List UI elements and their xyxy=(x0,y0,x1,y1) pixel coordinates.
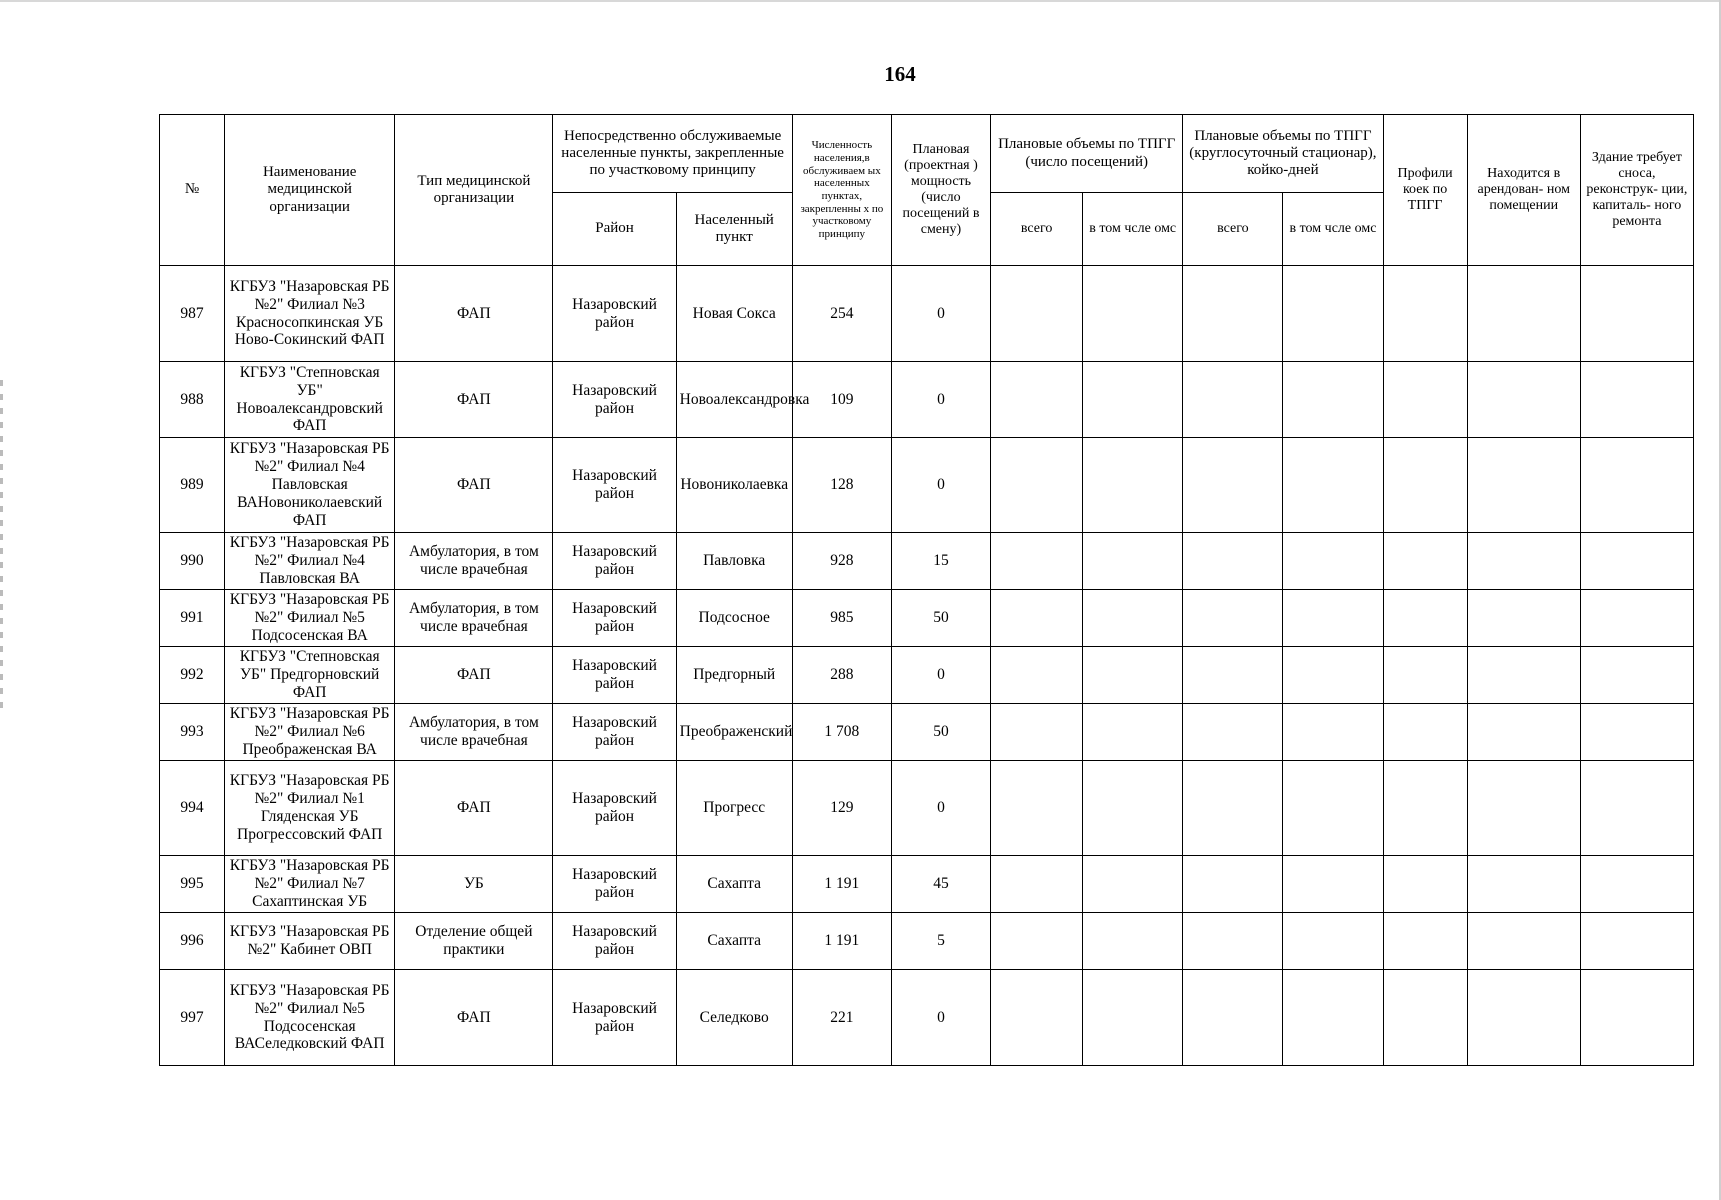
cell-org-type: ФАП xyxy=(395,266,553,362)
cell-org-type: ФАП xyxy=(395,970,553,1066)
cell-org-type: УБ xyxy=(395,856,553,913)
cell-district: Назаровский район xyxy=(553,647,676,704)
table-row xyxy=(160,970,1694,1066)
cell-org-name: КГБУЗ "Степновская УБ" Новоалександровский ФАП xyxy=(225,362,395,438)
cell-beds-oms xyxy=(1283,856,1383,913)
cell-rented xyxy=(1467,761,1580,856)
table-row xyxy=(160,438,1694,533)
cell-rented xyxy=(1467,647,1580,704)
cell-bed-profiles xyxy=(1383,856,1467,913)
cell-bed-profiles xyxy=(1383,647,1467,704)
cell-num: 994 xyxy=(160,761,225,856)
cell-population: 1 191 xyxy=(792,913,891,970)
cell-visits-oms xyxy=(1083,913,1183,970)
cell-capacity: 0 xyxy=(891,438,990,533)
scan-edge-top xyxy=(0,0,1721,2)
cell-visits-total xyxy=(991,913,1083,970)
cell-district: Назаровский район xyxy=(553,913,676,970)
cell-capacity: 0 xyxy=(891,761,990,856)
cell-rented xyxy=(1467,438,1580,533)
cell-visits-oms xyxy=(1083,266,1183,362)
table-header xyxy=(160,115,1694,266)
cell-visits-oms xyxy=(1083,647,1183,704)
cell-population: 129 xyxy=(792,761,891,856)
cell-needs-repair xyxy=(1580,856,1693,913)
cell-bed-profiles xyxy=(1383,704,1467,761)
cell-visits-total xyxy=(991,970,1083,1066)
cell-district: Назаровский район xyxy=(553,438,676,533)
cell-org-name: КГБУЗ "Назаровская РБ №2" Филиал №3 Красносопкинская УБ Ново-Сокинский ФАП xyxy=(225,266,395,362)
header-visits-total: всего xyxy=(991,193,1083,266)
cell-visits-oms xyxy=(1083,533,1183,590)
cell-population: 985 xyxy=(792,590,891,647)
header-org-type: Тип медицинской организации xyxy=(395,115,553,266)
cell-settlement: Сахапта xyxy=(676,856,792,913)
cell-visits-total xyxy=(991,647,1083,704)
cell-population: 288 xyxy=(792,647,891,704)
cell-capacity: 0 xyxy=(891,362,990,438)
header-visits-oms: в том чсле омс xyxy=(1083,193,1183,266)
cell-visits-oms xyxy=(1083,761,1183,856)
cell-org-name: КГБУЗ "Назаровская РБ №2" Филиал №6 Преображенская ВА xyxy=(225,704,395,761)
cell-district: Назаровский район xyxy=(553,856,676,913)
table-row xyxy=(160,533,1694,590)
cell-district: Назаровский район xyxy=(553,266,676,362)
cell-district: Назаровский район xyxy=(553,704,676,761)
cell-org-name: КГБУЗ "Назаровская РБ №2" Филиал №4 Павловская ВАНовониколаевский ФАП xyxy=(225,438,395,533)
cell-settlement: Павловка xyxy=(676,533,792,590)
cell-visits-total xyxy=(991,533,1083,590)
cell-beds-total xyxy=(1183,970,1283,1066)
cell-population: 109 xyxy=(792,362,891,438)
cell-district: Назаровский район xyxy=(553,761,676,856)
table-row xyxy=(160,590,1694,647)
cell-org-type: ФАП xyxy=(395,647,553,704)
cell-capacity: 0 xyxy=(891,970,990,1066)
header-population: Численность населения,в обслуживаем ых населенных пунктах, закрепленны х по участковому принципу xyxy=(792,115,891,266)
header-visits: Плановые объемы по ТПГГ (число посещений) xyxy=(991,115,1183,193)
cell-capacity: 0 xyxy=(891,647,990,704)
cell-bed-profiles xyxy=(1383,362,1467,438)
cell-beds-total xyxy=(1183,913,1283,970)
header-needs-repair: Здание требует сноса, реконструк- ции, капиталь- ного ремонта xyxy=(1580,115,1693,266)
cell-visits-total xyxy=(991,590,1083,647)
cell-beds-total xyxy=(1183,438,1283,533)
cell-visits-oms xyxy=(1083,704,1183,761)
cell-visits-total xyxy=(991,856,1083,913)
cell-beds-oms xyxy=(1283,266,1383,362)
cell-population: 1 708 xyxy=(792,704,891,761)
cell-num: 996 xyxy=(160,913,225,970)
cell-rented xyxy=(1467,970,1580,1066)
cell-needs-repair xyxy=(1580,590,1693,647)
table-row xyxy=(160,856,1694,913)
cell-org-name: КГБУЗ "Назаровская РБ №2" Филиал №5 Подсосенская ВАСеледковский ФАП xyxy=(225,970,395,1066)
cell-population: 1 191 xyxy=(792,856,891,913)
cell-capacity: 5 xyxy=(891,913,990,970)
header-settlement: Населенный пункт xyxy=(676,193,792,266)
cell-needs-repair xyxy=(1580,266,1693,362)
cell-org-type: Амбулатория, в том числе врачебная xyxy=(395,590,553,647)
cell-beds-oms xyxy=(1283,362,1383,438)
cell-num: 989 xyxy=(160,438,225,533)
cell-bed-profiles xyxy=(1383,970,1467,1066)
cell-visits-total xyxy=(991,438,1083,533)
cell-rented xyxy=(1467,362,1580,438)
cell-capacity: 50 xyxy=(891,704,990,761)
header-beds-total: всего xyxy=(1183,193,1283,266)
cell-needs-repair xyxy=(1580,647,1693,704)
cell-org-name: КГБУЗ "Степновская УБ" Предгорновский ФАП xyxy=(225,647,395,704)
cell-rented xyxy=(1467,266,1580,362)
cell-num: 997 xyxy=(160,970,225,1066)
cell-beds-oms xyxy=(1283,970,1383,1066)
cell-needs-repair xyxy=(1580,362,1693,438)
table-row xyxy=(160,266,1694,362)
header-beds-oms: в том чсле омс xyxy=(1283,193,1383,266)
cell-org-name: КГБУЗ "Назаровская РБ №2" Филиал №7 Сахаптинская УБ xyxy=(225,856,395,913)
cell-beds-total xyxy=(1183,856,1283,913)
cell-capacity: 45 xyxy=(891,856,990,913)
cell-visits-total xyxy=(991,704,1083,761)
table-row xyxy=(160,362,1694,438)
cell-num: 990 xyxy=(160,533,225,590)
page-number: 164 xyxy=(884,62,916,86)
table-row xyxy=(160,761,1694,856)
cell-visits-oms xyxy=(1083,970,1183,1066)
cell-beds-total xyxy=(1183,647,1283,704)
cell-visits-total xyxy=(991,761,1083,856)
cell-org-type: ФАП xyxy=(395,362,553,438)
cell-rented xyxy=(1467,913,1580,970)
cell-district: Назаровский район xyxy=(553,533,676,590)
cell-beds-total xyxy=(1183,362,1283,438)
cell-rented xyxy=(1467,590,1580,647)
cell-district: Назаровский район xyxy=(553,970,676,1066)
cell-visits-oms xyxy=(1083,856,1183,913)
header-rented: Находится в арендован- ном помещении xyxy=(1467,115,1580,266)
cell-visits-oms xyxy=(1083,362,1183,438)
cell-bed-profiles xyxy=(1383,438,1467,533)
cell-capacity: 0 xyxy=(891,266,990,362)
cell-capacity: 50 xyxy=(891,590,990,647)
cell-population: 128 xyxy=(792,438,891,533)
cell-beds-total xyxy=(1183,533,1283,590)
cell-capacity: 15 xyxy=(891,533,990,590)
table-row xyxy=(160,704,1694,761)
cell-beds-total xyxy=(1183,704,1283,761)
cell-num: 992 xyxy=(160,647,225,704)
cell-rented xyxy=(1467,856,1580,913)
cell-settlement: Преображенский xyxy=(676,704,792,761)
cell-visits-oms xyxy=(1083,438,1183,533)
cell-num: 995 xyxy=(160,856,225,913)
header-org-name: Наименование медицинской организации xyxy=(225,115,395,266)
cell-bed-profiles xyxy=(1383,913,1467,970)
cell-visits-total xyxy=(991,266,1083,362)
cell-bed-profiles xyxy=(1383,533,1467,590)
cell-population: 254 xyxy=(792,266,891,362)
header-capacity: Плановая (проектная ) мощность (число посещений в смену) xyxy=(891,115,990,266)
cell-beds-oms xyxy=(1283,704,1383,761)
cell-beds-total xyxy=(1183,266,1283,362)
cell-needs-repair xyxy=(1580,913,1693,970)
header-district: Район xyxy=(553,193,676,266)
cell-org-type: Амбулатория, в том числе врачебная xyxy=(395,704,553,761)
cell-visits-total xyxy=(991,362,1083,438)
cell-settlement: Селедково xyxy=(676,970,792,1066)
header-served-points: Непосредственно обслуживаемые населенные пункты, закрепленные по участковому принципу xyxy=(553,115,792,193)
cell-rented xyxy=(1467,704,1580,761)
header-bed-days: Плановые объемы по ТПГГ (круглосуточный стационар), койко-дней xyxy=(1183,115,1383,193)
cell-num: 988 xyxy=(160,362,225,438)
cell-beds-oms xyxy=(1283,438,1383,533)
header-num: № xyxy=(160,115,225,266)
scan-edge-left xyxy=(0,380,3,710)
cell-beds-oms xyxy=(1283,590,1383,647)
cell-beds-oms xyxy=(1283,647,1383,704)
cell-org-type: ФАП xyxy=(395,438,553,533)
cell-rented xyxy=(1467,533,1580,590)
table-body xyxy=(160,266,1694,1066)
cell-visits-oms xyxy=(1083,590,1183,647)
cell-num: 993 xyxy=(160,704,225,761)
cell-org-name: КГБУЗ "Назаровская РБ №2" Филиал №4 Павловская ВА xyxy=(225,533,395,590)
cell-population: 221 xyxy=(792,970,891,1066)
cell-needs-repair xyxy=(1580,533,1693,590)
cell-beds-total xyxy=(1183,590,1283,647)
cell-needs-repair xyxy=(1580,970,1693,1066)
cell-needs-repair xyxy=(1580,704,1693,761)
medical-organizations-table xyxy=(159,114,1694,1066)
cell-settlement: Прогресс xyxy=(676,761,792,856)
cell-num: 987 xyxy=(160,266,225,362)
cell-beds-oms xyxy=(1283,913,1383,970)
cell-org-name: КГБУЗ "Назаровская РБ №2" Кабинет ОВП xyxy=(225,913,395,970)
cell-settlement: Предгорный xyxy=(676,647,792,704)
cell-org-name: КГБУЗ "Назаровская РБ №2" Филиал №1 Гляденская УБ Прогрессовский ФАП xyxy=(225,761,395,856)
cell-org-type: Амбулатория, в том числе врачебная xyxy=(395,533,553,590)
cell-needs-repair xyxy=(1580,761,1693,856)
cell-needs-repair xyxy=(1580,438,1693,533)
cell-beds-total xyxy=(1183,761,1283,856)
cell-bed-profiles xyxy=(1383,590,1467,647)
cell-settlement: Новая Сокса xyxy=(676,266,792,362)
cell-population: 928 xyxy=(792,533,891,590)
cell-beds-oms xyxy=(1283,761,1383,856)
header-bed-profiles: Профили коек по ТПГГ xyxy=(1383,115,1467,266)
cell-bed-profiles xyxy=(1383,761,1467,856)
cell-org-type: Отделение общей практики xyxy=(395,913,553,970)
cell-district: Назаровский район xyxy=(553,590,676,647)
cell-bed-profiles xyxy=(1383,266,1467,362)
cell-settlement: Сахапта xyxy=(676,913,792,970)
cell-num: 991 xyxy=(160,590,225,647)
cell-org-type: ФАП xyxy=(395,761,553,856)
table-row xyxy=(160,913,1694,970)
cell-beds-oms xyxy=(1283,533,1383,590)
table-row xyxy=(160,647,1694,704)
cell-settlement: Новоалександровка xyxy=(676,362,792,438)
cell-settlement: Новониколаевка xyxy=(676,438,792,533)
cell-settlement: Подсосное xyxy=(676,590,792,647)
cell-org-name: КГБУЗ "Назаровская РБ №2" Филиал №5 Подсосенская ВА xyxy=(225,590,395,647)
cell-district: Назаровский район xyxy=(553,362,676,438)
